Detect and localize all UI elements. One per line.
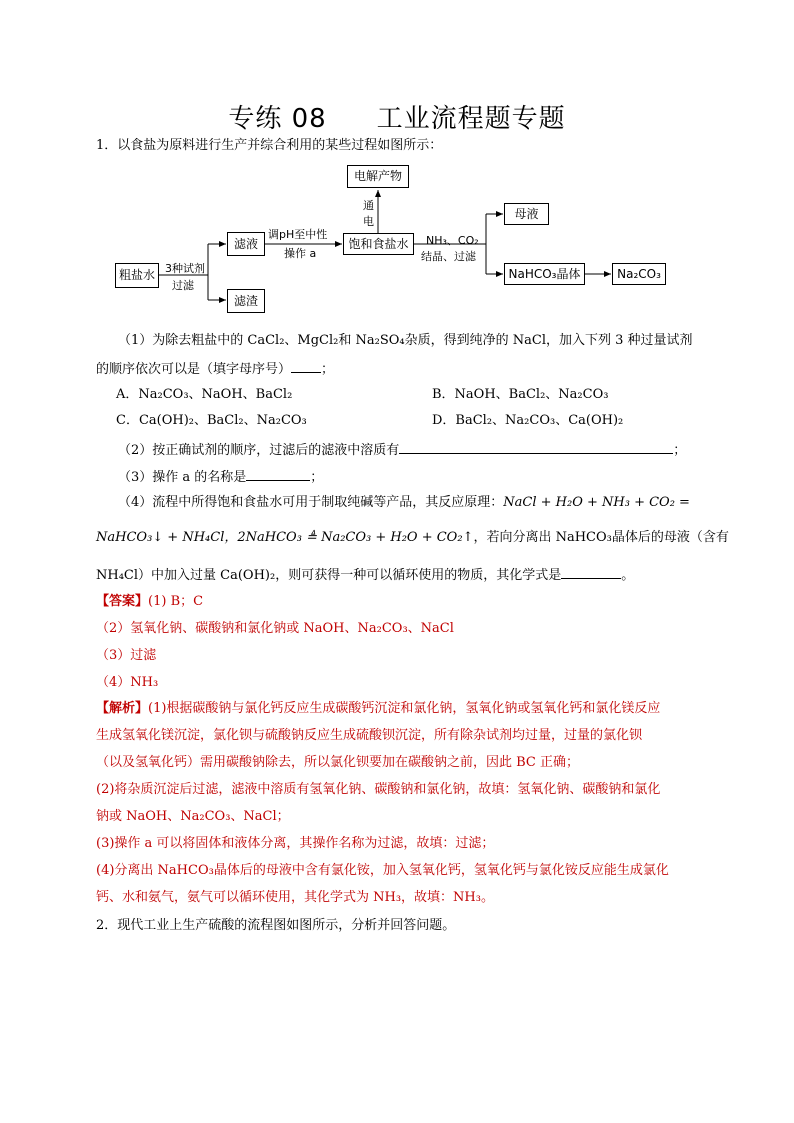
answer-blank-1[interactable]: [291, 358, 321, 373]
q1-part4-mid: ，若向分离出 NaHCO₃晶体后的母液（含有: [473, 530, 729, 545]
analysis-line-2: 生成氢氧化镁沉淀，氯化钡与硫酸钠反应生成硫酸钡沉淀，所有除杂试剂均过量，过量的氯化钡: [96, 728, 643, 743]
analysis-line-6: (3)操作 a 可以将固体和液体分离，其操作名称为过滤，故填：过滤；: [96, 836, 495, 851]
equation-1-part1: NaCl + H₂O + NH₃ + CO₂ =: [503, 495, 690, 510]
equation-2: ，2NaHCO₃ ≜ Na₂CO₃ + H₂O + CO₂↑: [224, 530, 474, 545]
equation-1-part2: NaHCO₃↓ + NH₄Cl: [96, 530, 225, 545]
answer-2: （2）氢氧化钠、碳酸钠和氯化钠或 NaOH、Na₂CO₃、NaCl: [96, 621, 454, 636]
analysis-line-4: (2)将杂质沉淀后过滤，滤液中溶质有氢氧化钠、碳酸钠和氯化钠，故填：氢氧化钠、碳酸钠和氯化: [96, 782, 661, 797]
operation-a-label: 操作 a: [284, 247, 317, 260]
option-b: B．NaOH、BaCl₂、Na₂CO₃: [432, 387, 609, 402]
title-part1: 专练 08: [228, 104, 327, 134]
q1-intro: 1．以食盐为原料进行生产并综合利用的某些过程如图所示：: [96, 138, 443, 153]
answer-3: （3）过滤: [96, 648, 157, 663]
answer-blank-3[interactable]: [246, 466, 310, 481]
gas-label: NH₃、CO₂: [426, 234, 479, 247]
electrolysis-label: 通电: [363, 199, 374, 228]
analysis-line-3: （以及氢氧化钙）需用碳酸钠除去，所以氯化钡要加在碳酸钠之前，因此 BC 正确；: [96, 755, 580, 770]
analysis-line-1: (1)根据碳酸钠与氯化钙反应生成碳酸钙沉淀和氯化钠，氢氧化钠或氢氧化钙和氯化镁反应: [148, 701, 661, 716]
adjust-ph-label: 调pH至中性: [268, 228, 328, 241]
nahco3-crystal-box: NaHCO₃晶体: [504, 263, 585, 285]
option-c: C．Ca(OH)₂、BaCl₂、Na₂CO₃: [116, 413, 307, 428]
q1-part4-end: 。: [621, 568, 635, 583]
q1-part3: （3）操作 a 的名称是: [118, 470, 247, 485]
filter-label: 过滤: [172, 279, 194, 292]
na2co3-box: Na₂CO₃: [612, 263, 666, 285]
flow-diagram: [0, 0, 794, 310]
option-a: A．Na₂CO₃、NaOH、BaCl₂: [116, 387, 293, 402]
q1-part4-intro: （4）流程中所得饱和食盐水可用于制取纯碱等产品，其反应原理：: [118, 495, 504, 510]
reagent-label: 3种试剂: [165, 262, 205, 275]
q1-part1-end: ；: [321, 362, 335, 377]
filtrate-box: 滤液: [227, 232, 265, 256]
q1-part2-end: ；: [673, 443, 687, 458]
q1-part2: （2）按正确试剂的顺序，过滤后的滤液中溶质有: [118, 443, 400, 458]
crystallize-label: 结晶、过滤: [421, 250, 476, 263]
analysis-line-7: (4)分离出 NaHCO₃晶体后的母液中含有氯化铵，加入氢氧化钙，氢氧化钙与氯化铵反应能生成氯化: [96, 863, 669, 878]
q1-part1-line1: （1）为除去粗盐中的 CaCl₂、MgCl₂和 Na₂SO₄杂质，得到纯净的 NaCl，加入下列 3 种过量试剂: [118, 333, 693, 348]
residue-box: 滤渣: [227, 289, 265, 313]
analysis-line-5: 钠或 NaOH、Na₂CO₃、NaCl；: [96, 809, 290, 824]
analysis-line-8: 钙、水和氨气，氨气可以循环使用，其化学式为 NH₃，故填：NH₃。: [96, 890, 494, 905]
electrolysis-product-box: 电解产物: [347, 165, 409, 188]
q1-part1-line2: 的顺序依次可以是（填字母序号）: [96, 362, 292, 377]
saturated-brine-box: 饱和食盐水: [343, 233, 414, 255]
answer-blank-4[interactable]: [561, 564, 621, 579]
q1-part4-end-text: NH₄Cl）中加入过量 Ca(OH)₂，则可获得一种可以循环使用的物质，其化学式是: [96, 568, 562, 583]
answer-1: (1) B；C: [148, 594, 204, 609]
answer-4: （4）NH₃: [96, 675, 159, 690]
option-d: D．BaCl₂、Na₂CO₃、Ca(OH)₂: [432, 413, 624, 428]
analysis-tag: 【解析】: [96, 701, 149, 716]
title-part2: 工业流程题专题: [376, 104, 566, 134]
q2-intro: 2．现代工业上生产硫酸的流程图如图所示，分析并回答问题。: [96, 918, 456, 933]
answer-blank-2[interactable]: [399, 439, 673, 454]
answer-tag: 【答案】: [96, 594, 149, 609]
mother-liquor-box: 母液: [504, 203, 549, 225]
q1-part3-end: ；: [310, 470, 324, 485]
crude-brine-box: 粗盐水: [115, 263, 159, 288]
